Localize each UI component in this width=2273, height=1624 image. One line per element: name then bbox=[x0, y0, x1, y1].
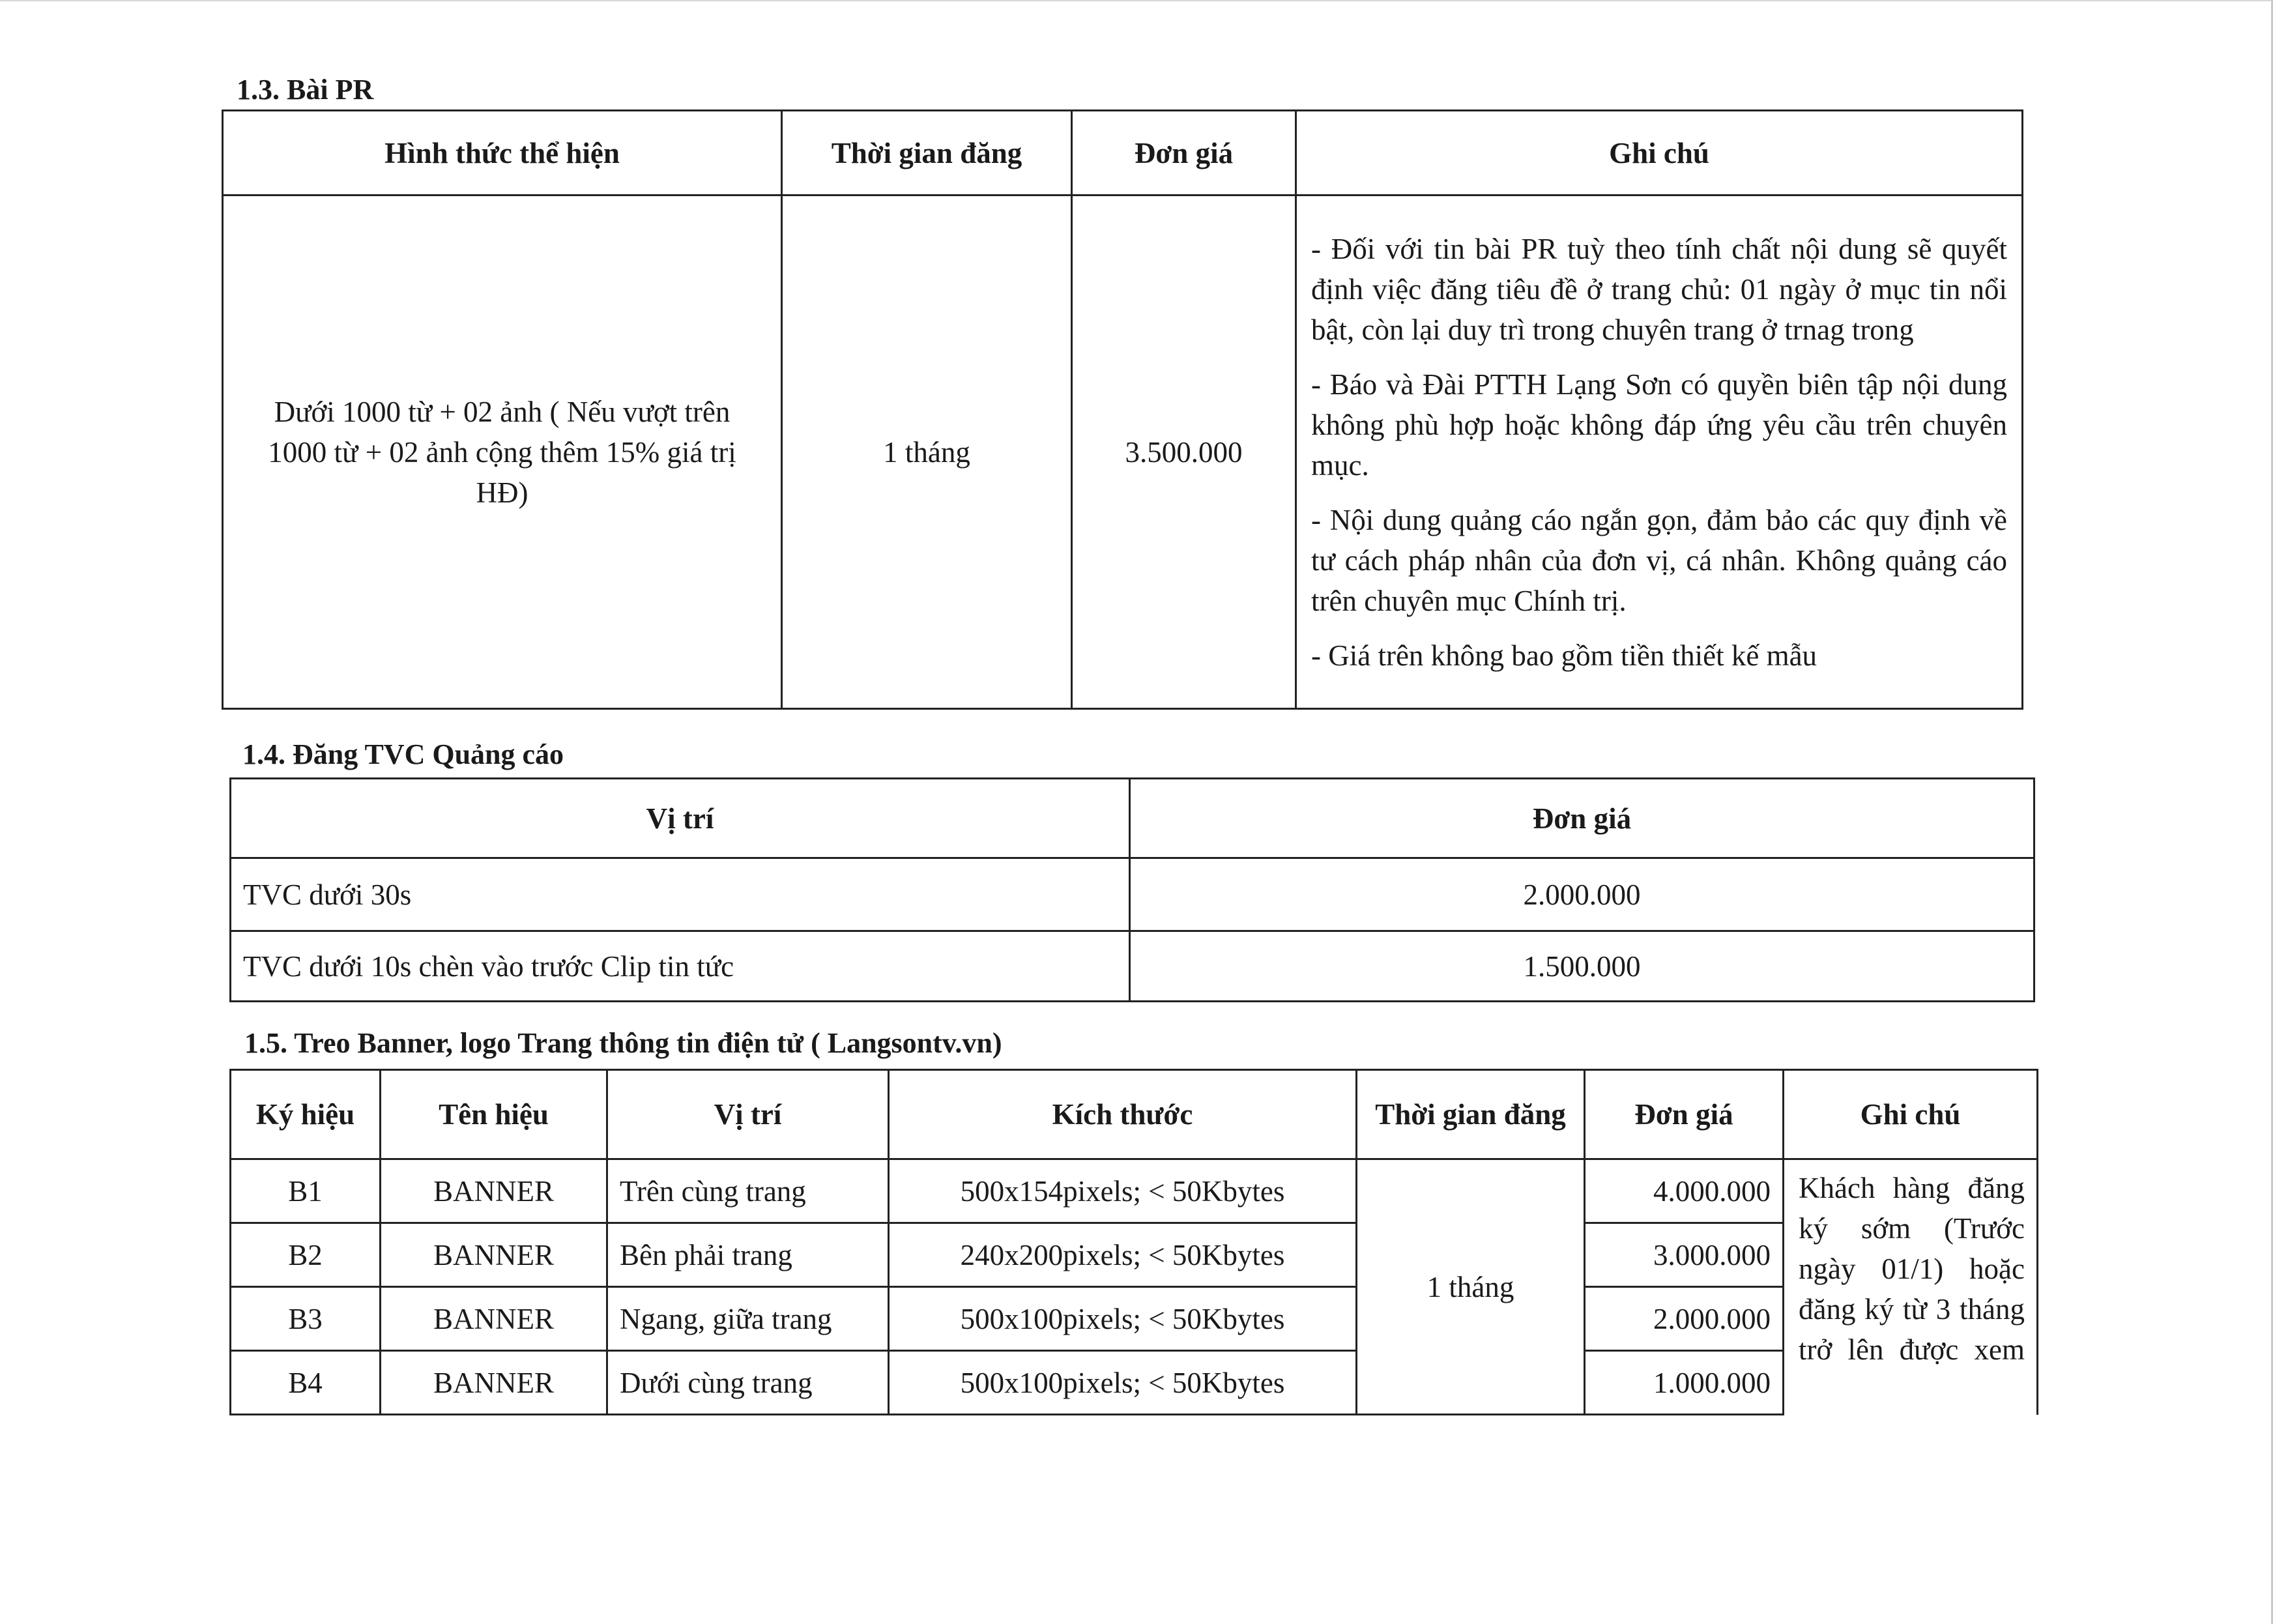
pr-price-cell: 3.500.000 bbox=[1072, 196, 1296, 709]
pr-note-1: - Đối với tin bài PR tuỳ theo tính chất nội dung sẽ quyết định việc đăng tiêu đề ở trang chủ: 01 ngày ở mục tin nổi bật, còn lại duy trì trong chuyên trang ở trnag trong bbox=[1311, 232, 2007, 346]
pr-form-cell: Dưới 1000 từ + 02 ảnh ( Nếu vượt trên 1000 từ + 02 ảnh cộng thêm 15% giá trị HĐ) bbox=[223, 196, 782, 709]
banner-name-cell: BANNER bbox=[381, 1223, 607, 1287]
banner-code-cell: B2 bbox=[231, 1223, 381, 1287]
pr-data-row bbox=[223, 196, 2023, 709]
banner-name-cell: BANNER bbox=[381, 1287, 607, 1351]
pr-header-duration: Thời gian đăng bbox=[782, 111, 1072, 196]
banner-size-cell: 500x100pixels; < 50Kbytes bbox=[889, 1351, 1357, 1415]
tvc-header-position: Vị trí bbox=[231, 779, 1130, 858]
banner-header-row bbox=[231, 1070, 2038, 1159]
tvc-row bbox=[231, 858, 2034, 931]
section-title-tvc: 1.4. Đăng TVC Quảng cáo bbox=[242, 738, 564, 770]
pr-note-2: - Báo và Đài PTTH Lạng Sơn có quyền biên tập nội dung không phù hợp hoặc không đáp ứng yêu cầu trên chuyên mục. bbox=[1311, 368, 2007, 482]
tvc-price-cell: 1.500.000 bbox=[1130, 931, 2034, 1002]
banner-header-duration: Thời gian đăng bbox=[1357, 1070, 1585, 1159]
pr-duration-cell: 1 tháng bbox=[782, 196, 1072, 709]
banner-code-cell: B1 bbox=[231, 1159, 381, 1223]
banner-price-cell: 1.000.000 bbox=[1585, 1351, 1784, 1415]
tvc-table bbox=[229, 777, 2035, 1002]
tvc-header-price: Đơn giá bbox=[1130, 779, 2034, 858]
scan-top-edge bbox=[0, 0, 2273, 1]
tvc-price-cell: 2.000.000 bbox=[1130, 858, 2034, 931]
pr-note-3: - Nội dung quảng cáo ngắn gọn, đảm bảo các quy định về tư cách pháp nhân của đơn vị, cá nhân. Không quảng cáo trên chuyên mục Chính trị. bbox=[1311, 503, 2007, 617]
tvc-position-cell: TVC dưới 10s chèn vào trước Clip tin tức bbox=[231, 931, 1130, 1002]
banner-row bbox=[231, 1287, 2038, 1351]
pr-note-4: - Giá trên không bao gồm tiền thiết kế mẫu bbox=[1311, 639, 1817, 672]
pr-notes-cell bbox=[1296, 196, 2023, 709]
banner-note-text: Khách hàng đăng ký sớm (Trước ngày 01/1) hoặc đăng ký từ 3 tháng trở lên được xem bbox=[1799, 1172, 2025, 1366]
banner-header-price: Đơn giá bbox=[1585, 1070, 1784, 1159]
tvc-row bbox=[231, 931, 2034, 1002]
banner-header-notes: Ghi chú bbox=[1784, 1070, 2038, 1159]
tvc-header-row bbox=[231, 779, 2034, 858]
banner-row bbox=[231, 1223, 2038, 1287]
banner-header-code: Ký hiệu bbox=[231, 1070, 381, 1159]
banner-header-size: Kích thước bbox=[889, 1070, 1357, 1159]
banner-position-cell: Trên cùng trang bbox=[607, 1159, 889, 1223]
section-title-pr: 1.3. Bài PR bbox=[237, 74, 374, 106]
banner-position-cell: Bên phải trang bbox=[607, 1223, 889, 1287]
banner-header-position: Vị trí bbox=[607, 1070, 889, 1159]
banner-table bbox=[229, 1069, 2038, 1415]
banner-name-cell: BANNER bbox=[381, 1351, 607, 1415]
pr-header-form: Hình thức thể hiện bbox=[223, 111, 782, 196]
banner-position-cell: Dưới cùng trang bbox=[607, 1351, 889, 1415]
banner-code-cell: B3 bbox=[231, 1287, 381, 1351]
pr-header-notes: Ghi chú bbox=[1296, 111, 2023, 196]
banner-row bbox=[231, 1159, 2038, 1223]
banner-duration-cell: 1 tháng bbox=[1357, 1159, 1585, 1415]
banner-code-cell: B4 bbox=[231, 1351, 381, 1415]
banner-row bbox=[231, 1351, 2038, 1415]
section-title-banner: 1.5. Treo Banner, logo Trang thông tin điện tử ( Langsontv.vn) bbox=[244, 1027, 1002, 1059]
banner-price-cell: 4.000.000 bbox=[1585, 1159, 1784, 1223]
pr-header-price: Đơn giá bbox=[1072, 111, 1296, 196]
banner-name-cell: BANNER bbox=[381, 1159, 607, 1223]
banner-size-cell: 240x200pixels; < 50Kbytes bbox=[889, 1223, 1357, 1287]
banner-header-name: Tên hiệu bbox=[381, 1070, 607, 1159]
pr-table bbox=[222, 109, 2023, 710]
banner-note-cell bbox=[1784, 1159, 2038, 1415]
pr-header-row bbox=[223, 111, 2023, 196]
banner-position-cell: Ngang, giữa trang bbox=[607, 1287, 889, 1351]
banner-size-cell: 500x100pixels; < 50Kbytes bbox=[889, 1287, 1357, 1351]
banner-price-cell: 2.000.000 bbox=[1585, 1287, 1784, 1351]
tvc-position-cell: TVC dưới 30s bbox=[231, 858, 1130, 931]
banner-price-cell: 3.000.000 bbox=[1585, 1223, 1784, 1287]
banner-size-cell: 500x154pixels; < 50Kbytes bbox=[889, 1159, 1357, 1223]
